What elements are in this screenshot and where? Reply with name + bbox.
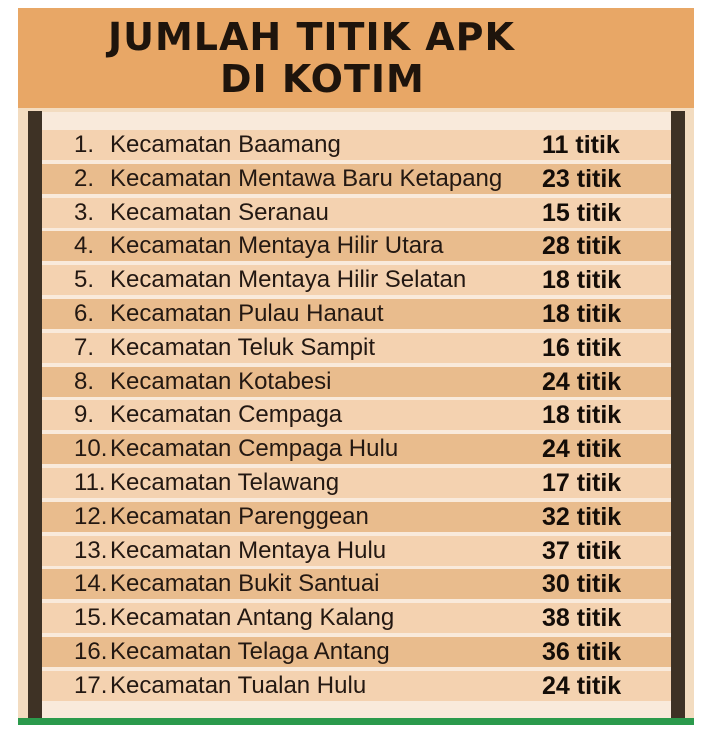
point-count: 18 titik	[542, 266, 622, 295]
list-item	[42, 400, 671, 430]
item-number: 3.	[74, 198, 95, 226]
point-count: 23 titik	[542, 164, 622, 193]
district-name: Kecamatan Antang Kalang	[110, 604, 395, 632]
list-item	[42, 367, 671, 397]
point-count: 24 titik	[542, 435, 622, 464]
list-item	[42, 265, 671, 295]
item-number: 10.	[74, 435, 108, 463]
district-name: Kecamatan Parenggean	[110, 502, 369, 530]
list-item	[42, 434, 671, 464]
item-number: 14.	[74, 570, 108, 598]
district-name: Kecamatan Mentaya Hilir Utara	[110, 232, 444, 260]
item-number: 7.	[74, 333, 95, 361]
item-number: 15.	[74, 604, 108, 632]
list-item	[42, 231, 671, 261]
infographic-board	[18, 8, 694, 724]
point-count: 32 titik	[542, 502, 622, 531]
point-count: 16 titik	[542, 333, 622, 362]
title-line-2: DI KOTIM	[220, 57, 425, 101]
list-item	[42, 603, 671, 633]
district-name: Kecamatan Mentaya Hilir Selatan	[110, 266, 467, 294]
list-item	[42, 198, 671, 228]
point-count: 24 titik	[542, 671, 622, 700]
item-number: 16.	[74, 637, 108, 665]
point-count: 28 titik	[542, 232, 622, 261]
item-number: 11.	[74, 468, 106, 496]
point-count: 18 titik	[542, 299, 622, 328]
point-count: 38 titik	[542, 604, 622, 633]
bottom-accent-bar	[18, 718, 694, 725]
district-name: Kecamatan Mentaya Hulu	[110, 536, 387, 564]
item-number: 1.	[74, 131, 95, 158]
title-line-1: JUMLAH TITIK APK	[108, 15, 515, 59]
list-item	[42, 502, 671, 532]
district-name: Kecamatan Baamang	[110, 131, 341, 158]
district-name: Kecamatan Telawang	[110, 468, 340, 496]
point-count: 11 titik	[542, 131, 620, 159]
item-number: 8.	[74, 367, 95, 395]
point-count: 37 titik	[542, 536, 622, 565]
point-count: 24 titik	[542, 367, 622, 396]
item-number: 2.	[74, 164, 95, 192]
item-number: 4.	[74, 232, 95, 260]
item-number: 13.	[74, 536, 108, 564]
title-banner	[18, 8, 694, 108]
district-list	[42, 130, 671, 705]
district-list-panel	[42, 112, 671, 724]
list-item	[42, 130, 671, 160]
point-count: 18 titik	[542, 401, 622, 430]
item-number: 9.	[74, 401, 95, 429]
list-item	[42, 569, 671, 599]
district-name: Kecamatan Cempaga	[110, 401, 343, 429]
item-number: 12.	[74, 502, 108, 530]
district-name: Kecamatan Teluk Sampit	[110, 333, 376, 361]
point-count: 15 titik	[542, 198, 622, 227]
item-number: 6.	[74, 299, 95, 327]
left-rail-divider	[28, 111, 42, 725]
list-item	[42, 333, 671, 363]
list-item	[42, 299, 671, 329]
list-item	[42, 637, 671, 667]
list-item	[42, 164, 671, 194]
district-name: Kecamatan Tualan Hulu	[110, 671, 367, 699]
list-item	[42, 468, 671, 498]
district-name: Kecamatan Bukit Santuai	[110, 570, 380, 598]
point-count: 36 titik	[542, 637, 622, 666]
district-name: Kecamatan Kotabesi	[110, 367, 332, 395]
point-count: 17 titik	[542, 468, 622, 497]
point-count: 30 titik	[542, 570, 622, 599]
list-item	[42, 536, 671, 566]
right-rail-divider	[671, 111, 685, 725]
item-number: 17.	[74, 671, 108, 699]
district-name: Kecamatan Pulau Hanaut	[110, 299, 384, 327]
district-name: Kecamatan Seranau	[110, 198, 329, 226]
district-name: Kecamatan Cempaga Hulu	[110, 435, 399, 463]
item-number: 5.	[74, 266, 95, 294]
district-name: Kecamatan Telaga Antang	[110, 637, 390, 665]
district-name: Kecamatan Mentawa Baru Ketapang	[110, 164, 503, 192]
list-item	[42, 671, 671, 701]
